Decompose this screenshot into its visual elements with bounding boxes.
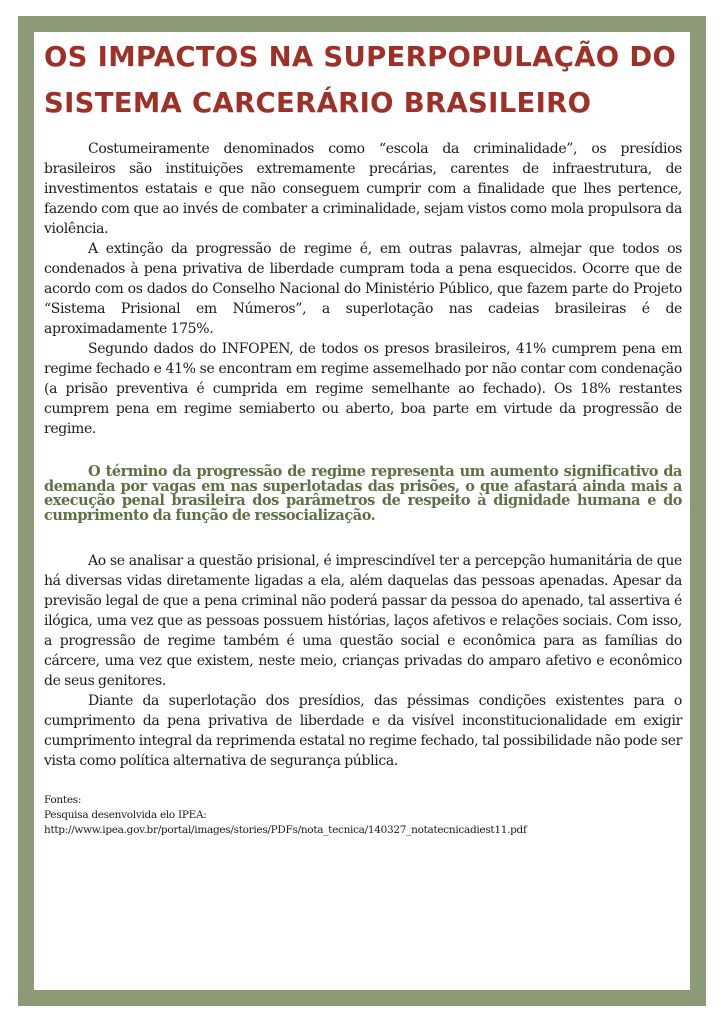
paragraph-2: A extinção da progressão de regime é, em outras palavras, almejar que todos os condenados à pena privativa de liberdade cumpram toda a pena esquecidos. Ocorre que de acordo com os dados do Conselho Nacional do Ministério Público, que fazem parte do Projeto “Sistema Prisional em Números”, a superlotação nas cadeias brasileiras é de aproximadamente 175%. bbox=[44, 241, 682, 337]
title-line-1: OS IMPACTOS NA SUPERPOPULAÇÃO DO bbox=[44, 41, 677, 73]
paragraph-3: Segundo dados do INFOPEN, de todos os presos brasileiros, 41% cumprem pena em regime fechado e 41% se encontram em regime assemelhado por não contar com condenação (a prisão preventiva é cumprida em regime semelhante ao fechado). Os 18% restantes cumprem pena em regime semiaberto ou aberto, boa parte em virtude da progressão de regime. bbox=[44, 341, 682, 437]
article bbox=[44, 34, 682, 838]
sources-url: http://www.ipea.gov.br/portal/images/stories/PDFs/nota_tecnica/140327_notatecnicadiest11.pdf bbox=[44, 824, 527, 836]
paragraph-5: Diante da superlotação dos presídios, das péssimas condições existentes para o cumprimento da pena privativa de liberdade e da visível inconstitucionalidade em exigir cumprimento integral da reprimenda estatal no regime fechado, tal possibilidade não pode ser vista como política alternativa de segurança pública. bbox=[44, 693, 682, 769]
title-line-2: SISTEMA CARCERÁRIO BRASILEIRO bbox=[44, 87, 592, 119]
paragraph-4: Ao se analisar a questão prisional, é imprescindível ter a percepção humanitária de que há diversas vidas diretamente ligadas a ela, além daquelas das pessoas apenadas. Apesar da previsão legal de que a pena criminal não poderá passar da pessoa do apenado, tal assertiva é ilógica, uma vez que as pessoas possuem histórias, laços afetivos e relações sociais. Com isso, a progressão de regime também é uma questão social e econômica para as famílias do cárcere, uma vez que existem, neste meio, crianças privadas do amparo afetivo e econômico de seus genitores. bbox=[44, 553, 682, 689]
sources-label: Fontes: bbox=[44, 794, 82, 806]
article-body bbox=[44, 139, 682, 771]
article-title bbox=[44, 34, 682, 126]
sources bbox=[44, 793, 682, 838]
paragraph-1: Costumeiramente denominados como “escola da criminalidade”, os presídios brasileiros são instituições extremamente precárias, carentes de infraestrutura, de investimentos estatais e que não conseguem cumprir com a finalidade que lhes pertence, fazendo com que ao invés de combater a criminalidade, sejam vistos como mola propulsora da violência. bbox=[44, 141, 682, 237]
pull-quote: O término da progressão de regime representa um aumento significativo da demanda por vagas em nas superlotadas das prisões, o que afastará ainda mais a execução penal brasileira dos parâmetros de respeito à dignidade humana e do cumprimento da função de ressocialização. bbox=[44, 463, 682, 524]
sources-description: Pesquisa desenvolvida elo IPEA: bbox=[44, 809, 207, 821]
